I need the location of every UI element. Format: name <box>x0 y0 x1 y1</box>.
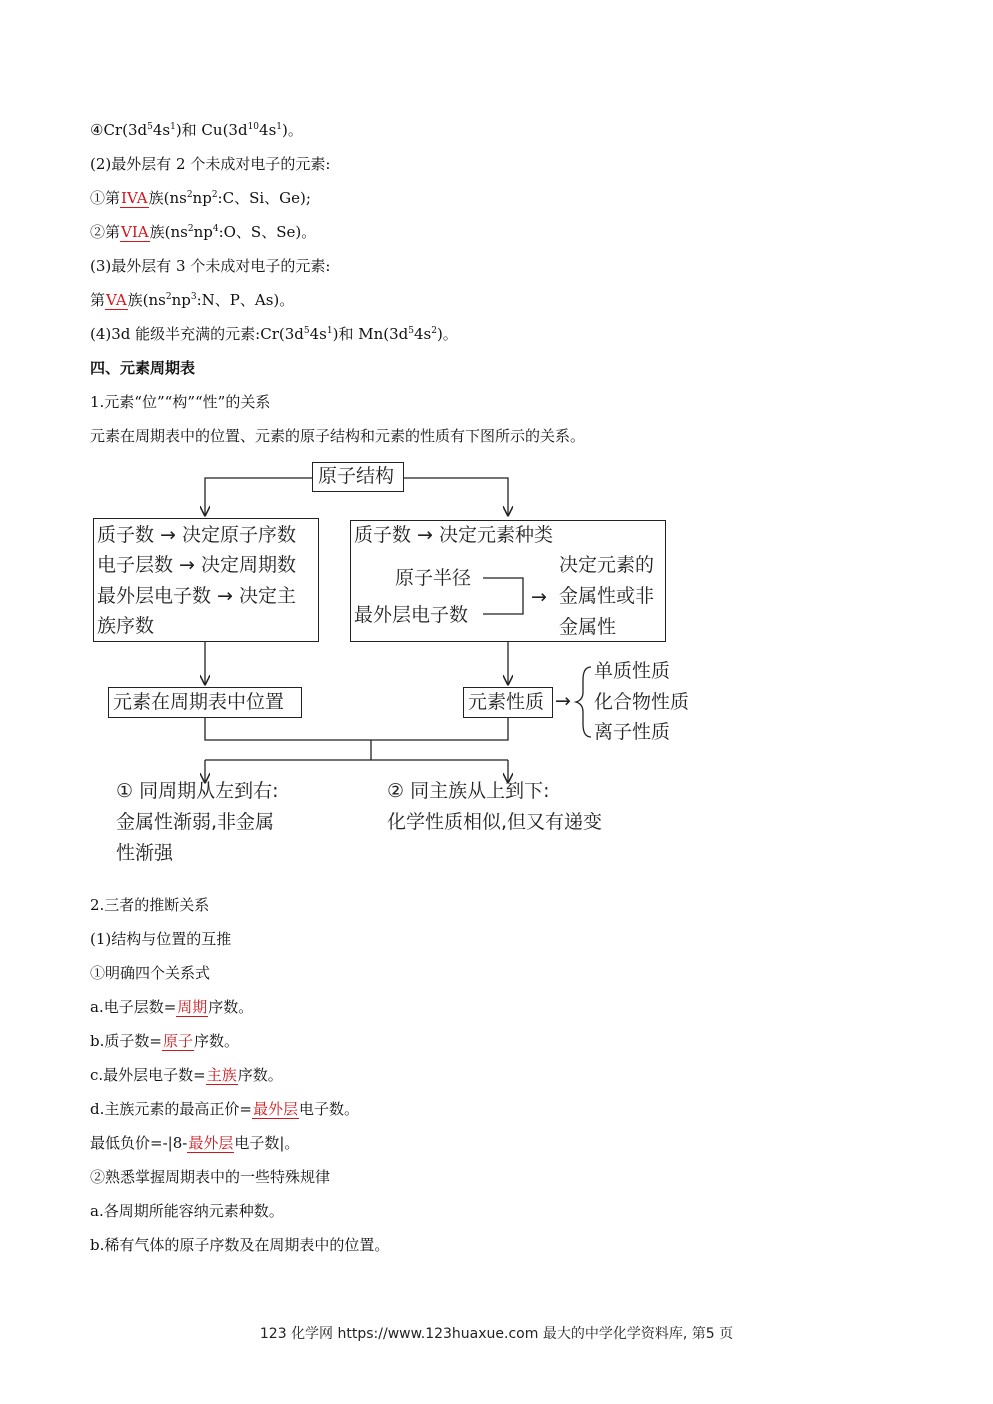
text-line-3-unpaired: (3)最外层有 3 个未成对电子的元素: <box>90 257 331 275</box>
text-line-va: 第VA族($ns^2np^3:N$、P、As)。 <box>90 291 295 309</box>
simple-substance-property: 单质性质 <box>594 660 671 682</box>
answer-period: 周期 <box>177 998 208 1016</box>
shells-period: 电子层数 → 决定周期数 <box>97 554 296 576</box>
same-period-line2: 金属性渐弱,非金属 <box>116 811 275 833</box>
ion-property: 离子性质 <box>594 721 671 743</box>
text-line-iva: ①第IVA族($ns^2np^2:C$、Si、Ge); <box>90 189 311 207</box>
decide-element: 决定元素的 <box>559 554 655 576</box>
answer-iva: IVA <box>121 189 148 207</box>
text-line-cr-cu: $④Cr(3d^54s^1)$和 $Cu(3d^{10}4s^1)$。 <box>90 121 303 139</box>
text-line-a: a.电子层数=周期序数。 <box>90 998 254 1016</box>
answer-outermost: 最外层 <box>252 1100 298 1118</box>
text-line-structure-position: (1)结构与位置的互推 <box>90 930 232 948</box>
text-line-d: d.主族元素的最高正价=最外层电子数。 <box>90 1100 359 1118</box>
text-line-b: b.质子数=原子序数。 <box>90 1032 239 1050</box>
answer-atomic: 原子 <box>162 1032 193 1050</box>
same-period-line3: 性渐强 <box>116 842 174 864</box>
text-line-lowest-valence: 最低负价=-|8-最外层电子数|。 <box>90 1134 300 1152</box>
same-period-title: ① 同周期从左到右: <box>116 780 279 802</box>
text-line-relation: 1.元素“位”“构”“性”的关系 <box>90 393 271 411</box>
proton-element-kind: 质子数 → 决定元素种类 <box>354 524 553 546</box>
text-line-period-counts: a.各周期所能容纳元素种数。 <box>90 1202 284 1220</box>
text-line-via: ②第VIA族($ns^2np^4:O$、S、Se)。 <box>90 223 317 241</box>
text-line-four-relations: ①明确四个关系式 <box>90 964 211 982</box>
text-line-inference: 2.三者的推断关系 <box>90 896 210 914</box>
text-line-intro: 元素在周期表中的位置、元素的原子结构和元素的性质有下图所示的关系。 <box>90 427 586 445</box>
answer-main-group: 主族 <box>206 1066 237 1084</box>
metallic-property: 金属性 <box>559 616 617 638</box>
atomic-structure-label: 原子结构 <box>318 465 395 487</box>
same-group-line2: 化学性质相似,但又有递变 <box>387 811 603 833</box>
property-label: 元素性质 <box>468 691 545 713</box>
page-footer: 123 化学网 https://www.123huaxue.com 最大的中学化学资料库, 第5 页 <box>259 1326 734 1342</box>
text-line-special-rules: ②熟悉掌握周期表中的一些特殊规律 <box>90 1168 331 1186</box>
text-line-3d-half: (4)3d 能级半充满的元素$:Cr(3d^54s^1)$和 $Mn(3d^54s^2)$。 <box>90 325 458 343</box>
text-line-c: c.最外层电子数=主族序数。 <box>90 1066 283 1084</box>
answer-va: VA <box>106 291 127 309</box>
same-group-title: ② 同主族从上到下: <box>387 780 550 802</box>
text-line-noble-gas: b.稀有气体的原子序数及在周期表中的位置。 <box>90 1236 390 1254</box>
section-heading: 四、元素周期表 <box>90 359 196 377</box>
group-number: 族序数 <box>97 615 155 637</box>
compound-property: 化合物性质 <box>594 691 690 713</box>
position-label: 元素在周期表中位置 <box>113 691 285 713</box>
answer-via: VIA <box>121 223 149 241</box>
outer-electrons-group: 最外层电子数 → 决定主 <box>97 585 296 607</box>
answer-outermost-2: 最外层 <box>188 1134 234 1152</box>
proton-atomic-number: 质子数 → 决定原子序数 <box>97 524 296 546</box>
metallic-or-non: 金属性或非 <box>559 585 655 607</box>
bracket-arrow: → <box>531 586 547 608</box>
atomic-radius: 原子半径 <box>395 567 472 589</box>
text-line-2-unpaired: (2)最外层有 2 个未成对电子的元素: <box>90 155 331 173</box>
outer-electron-count: 最外层电子数 <box>354 604 469 626</box>
property-arrow: → <box>555 690 571 712</box>
